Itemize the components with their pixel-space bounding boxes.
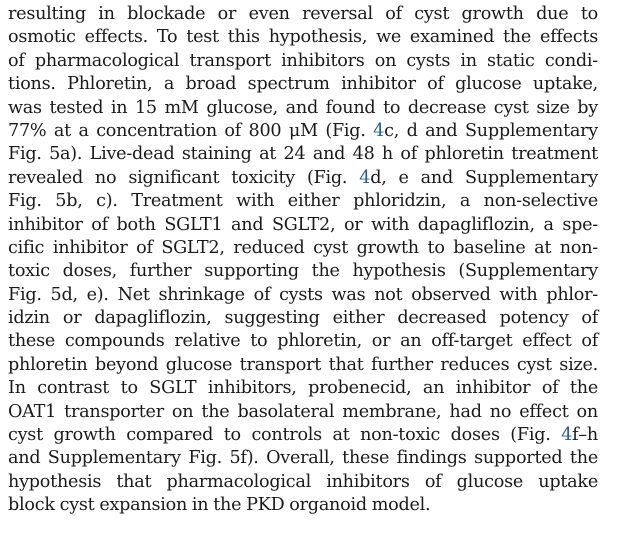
text-line-11 xyxy=(8,237,598,260)
text-line-20 xyxy=(8,447,598,470)
body-paragraph xyxy=(8,3,598,518)
line-text: osmotic effects. To test this hypothesis, we examined the effects xyxy=(8,27,598,48)
line-text: and Supplementary Fig. 5f). Overall, these findings supported the xyxy=(8,448,598,469)
text-line-7 xyxy=(8,143,598,166)
line-text: of pharmacological transport inhibitors on cysts in static condi- xyxy=(8,50,598,71)
line-text: toxic doses, further supporting the hypothesis (Supplementary xyxy=(8,261,598,282)
text-line-3 xyxy=(8,50,598,73)
figure-reference-link[interactable]: 4 xyxy=(373,120,385,141)
text-line-16 xyxy=(8,354,598,377)
line-text: 77% at a concentration of 800 μM (Fig. xyxy=(8,120,374,141)
line-text: Fig. 5b, c). Treatment with either phloridzin, a non-selective xyxy=(8,191,598,212)
text-line-12 xyxy=(8,260,598,283)
text-line-14 xyxy=(8,307,598,330)
line-text: cific inhibitor of SGLT2, reduced cyst growth to baseline at non- xyxy=(8,237,598,258)
figure-reference-link[interactable]: 4 xyxy=(359,167,371,188)
line-text: idzin or dapagliflozin, suggesting either decreased potency of xyxy=(8,308,598,329)
line-text: c, d and Supplementary xyxy=(384,120,598,141)
line-text: hypothesis that pharmacological inhibitors of glucose uptake xyxy=(8,471,598,492)
text-line-1 xyxy=(8,3,598,26)
line-text: OAT1 transporter on the basolateral membrane, had no effect on xyxy=(8,401,598,422)
text-line-21 xyxy=(8,471,598,494)
line-text: inhibitor of both SGLT1 and SGLT2, or with dapagliflozin, a spe- xyxy=(8,214,598,235)
text-line-9 xyxy=(8,190,598,213)
line-text: tions. Phloretin, a broad spectrum inhibitor of glucose uptake, xyxy=(8,74,598,95)
text-line-10 xyxy=(8,214,598,237)
line-text: phloretin beyond glucose transport that further reduces cyst size. xyxy=(8,354,598,375)
line-text: In contrast to SGLT inhibitors, probenecid, an inhibitor of the xyxy=(8,378,598,399)
text-line-4 xyxy=(8,73,598,96)
line-text: revealed no significant toxicity (Fig. xyxy=(8,167,360,188)
line-text: resulting in blockade or even reversal of cyst growth due to xyxy=(8,4,598,24)
text-line-13 xyxy=(8,284,598,307)
line-text: Fig. 5a). Live-dead staining at 24 and 48 h of phloretin treatment xyxy=(8,144,598,165)
text-line-15 xyxy=(8,330,598,353)
text-line-6 xyxy=(8,120,598,143)
line-text: was tested in 15 mM glucose, and found to decrease cyst size by xyxy=(8,97,598,118)
line-text: f–h xyxy=(572,425,598,446)
text-line-17 xyxy=(8,377,598,400)
line-text: block cyst expansion in the PKD organoid model. xyxy=(8,495,431,516)
text-line-19 xyxy=(8,424,598,447)
article-body xyxy=(8,3,598,518)
figure-reference-link[interactable]: 4 xyxy=(561,425,573,446)
text-line-8 xyxy=(8,167,598,190)
text-line-2 xyxy=(8,26,598,49)
text-line-5 xyxy=(8,97,598,120)
line-text: d, e and Supplementary xyxy=(370,167,598,188)
text-line-18 xyxy=(8,401,598,424)
line-text: Fig. 5d, e). Net shrinkage of cysts was not observed with phlor- xyxy=(8,284,598,305)
text-line-22 xyxy=(8,494,598,517)
line-text: cyst growth compared to controls at non-toxic doses (Fig. xyxy=(8,425,562,446)
line-text: these compounds relative to phloretin, or an off-target effect of xyxy=(8,331,598,352)
